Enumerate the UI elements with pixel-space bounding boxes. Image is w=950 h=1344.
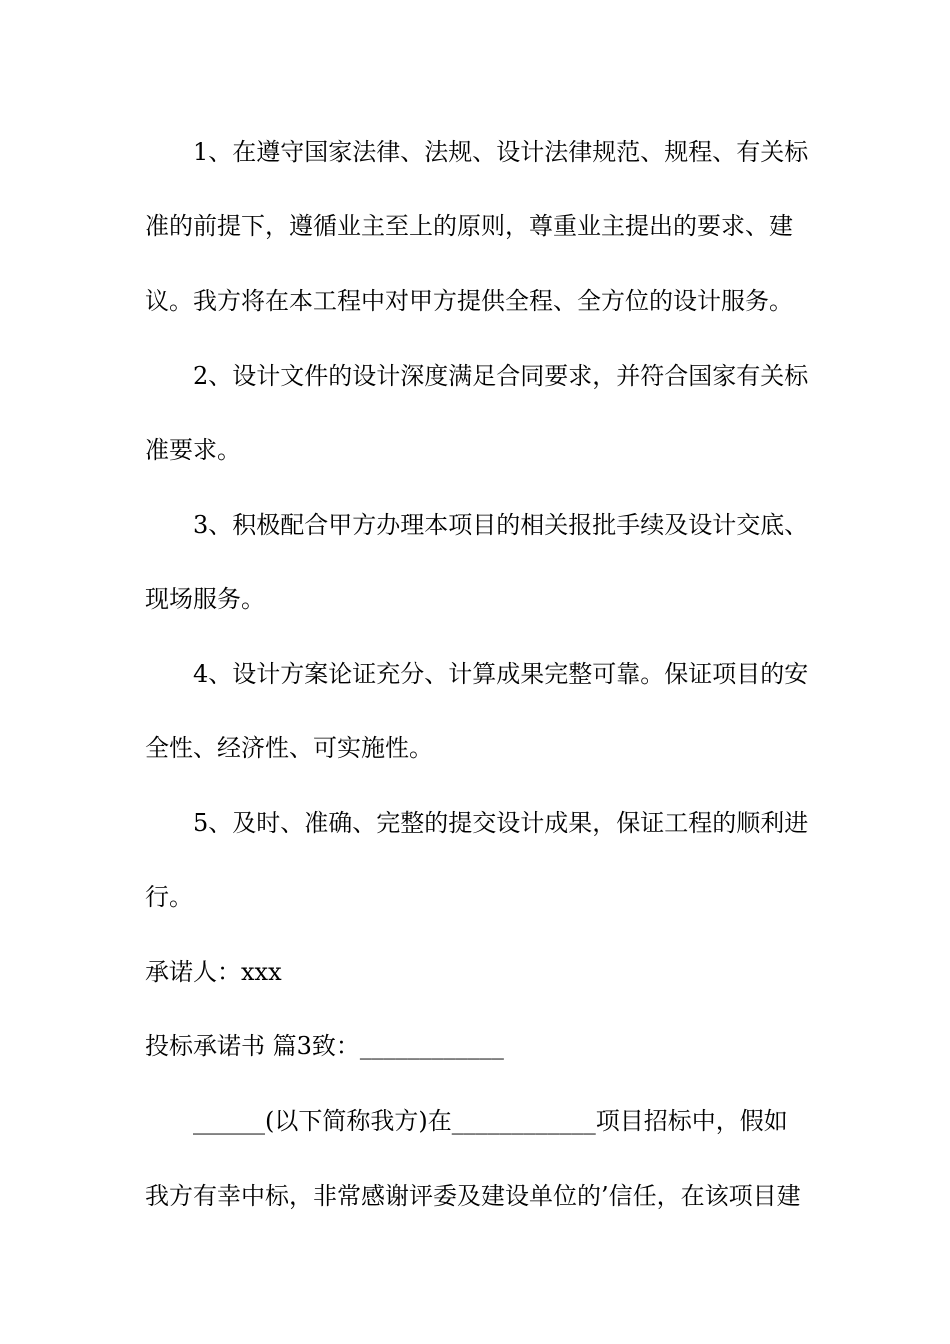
promisor-line: 承诺人：xxx (145, 958, 282, 986)
paragraph-3-line-2: 现场服务。 (145, 585, 265, 613)
paragraph-4-line-2: 全性、经济性、可实施性。 (145, 734, 433, 762)
paragraph-1-line-2: 准的前提下，遵循业主至上的原则，尊重业主提出的要求、建 (145, 212, 793, 240)
paragraph-1-line-3: 议。我方将在本工程中对甲方提供全程、全方位的设计服务。 (145, 287, 793, 315)
paragraph-5-line-2: 行。 (145, 883, 193, 911)
paragraph-4-line-1: 4、设计方案论证充分、计算成果完整可靠。保证项目的安 (193, 660, 809, 688)
section-heading (145, 1030, 815, 1062)
section-heading-text: 投标承诺书 篇3致： (145, 1032, 360, 1060)
paragraph-2-line-2: 准要求。 (145, 436, 241, 464)
final-paragraph-line-2: 我方有幸中标，非常感谢评委及建设单位的’信任，在该项目建 (145, 1182, 801, 1210)
final-paragraph-line-1 (193, 1105, 863, 1137)
final-paragraph-blank-2: ____________ (451, 1107, 596, 1135)
final-paragraph-text-a: (以下简称我方)在 (265, 1107, 452, 1135)
section-heading-blank: ____________ (359, 1032, 504, 1060)
paragraph-5-line-1: 5、及时、准确、完整的提交设计成果，保证工程的顺利进 (193, 809, 809, 837)
paragraph-2-line-1: 2、设计文件的设计深度满足合同要求，并符合国家有关标 (193, 362, 809, 390)
final-paragraph-text-b: 项目招标中，假如 (595, 1107, 788, 1135)
paragraph-1-line-1: 1、在遵守国家法律、法规、设计法律规范、规程、有关标 (193, 138, 809, 166)
paragraph-3-line-1: 3、积极配合甲方办理本项目的相关报批手续及设计交底、 (193, 511, 809, 539)
final-paragraph-blank-1: ______ (193, 1107, 265, 1135)
